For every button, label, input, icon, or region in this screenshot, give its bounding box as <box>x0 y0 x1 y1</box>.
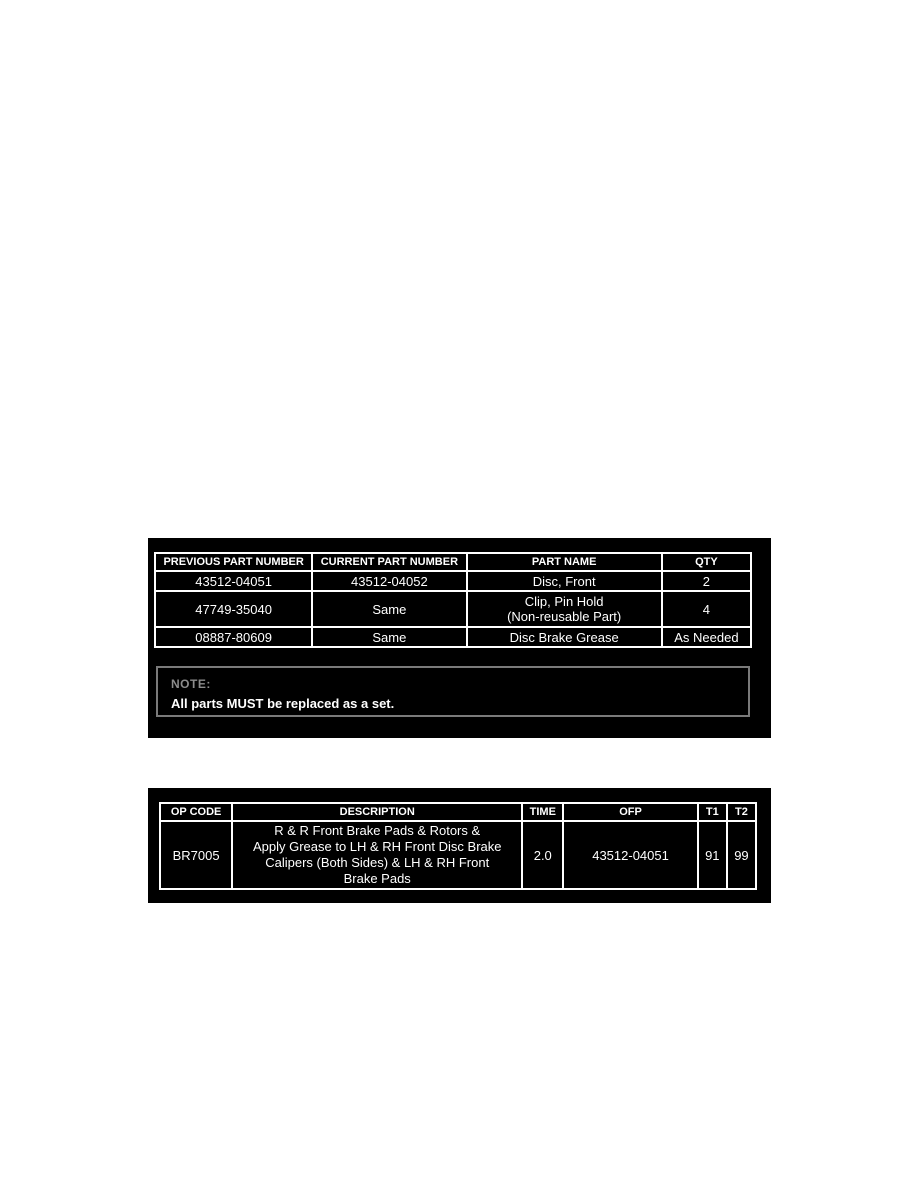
part-name-line-2: (Non-reusable Part) <box>507 609 622 624</box>
description <box>232 821 522 889</box>
description-line-2: Apply Grease to LH & RH Front Disc Brake <box>252 839 502 854</box>
header-previous-part-number: PREVIOUS PART NUMBER <box>155 553 312 571</box>
table-row <box>160 821 756 889</box>
note-label: NOTE: <box>171 677 211 691</box>
labor-header-row <box>160 803 756 821</box>
header-t2: T2 <box>727 803 756 821</box>
description-line-4: Brake Pads <box>343 871 411 886</box>
time: 2.0 <box>522 821 563 889</box>
header-qty: QTY <box>662 553 751 571</box>
previous-part-number: 43512-04051 <box>155 571 312 591</box>
header-description: DESCRIPTION <box>232 803 522 821</box>
description-line-3: Calipers (Both Sides) & LH & RH Front <box>265 855 490 870</box>
part-name-line-1: Clip, Pin Hold <box>524 594 604 609</box>
header-t1: T1 <box>698 803 727 821</box>
header-op-code: OP CODE <box>160 803 232 821</box>
header-current-part-number: CURRENT PART NUMBER <box>312 553 466 571</box>
previous-part-number: 08887-80609 <box>155 627 312 647</box>
ofp: 43512-04051 <box>563 821 697 889</box>
current-part-number: Same <box>312 627 466 647</box>
labor-table <box>159 802 757 890</box>
header-time: TIME <box>522 803 563 821</box>
parts-panel <box>148 538 771 738</box>
current-part-number: Same <box>312 591 466 627</box>
parts-table <box>154 552 752 648</box>
parts-header-row <box>155 553 751 571</box>
header-part-name: PART NAME <box>467 553 662 571</box>
description-line-1: R & R Front Brake Pads & Rotors & <box>274 823 481 838</box>
t1: 91 <box>698 821 727 889</box>
part-name: Disc, Front <box>467 571 662 591</box>
table-row <box>155 591 751 627</box>
qty: As Needed <box>662 627 751 647</box>
qty: 2 <box>662 571 751 591</box>
header-ofp: OFP <box>563 803 697 821</box>
note-text: All parts MUST be replaced as a set. <box>171 696 395 711</box>
t2: 99 <box>727 821 756 889</box>
labor-panel <box>148 788 771 903</box>
qty: 4 <box>662 591 751 627</box>
table-row <box>155 571 751 591</box>
note-box <box>156 666 750 717</box>
current-part-number: 43512-04052 <box>312 571 466 591</box>
table-row <box>155 627 751 647</box>
part-name <box>467 591 662 627</box>
part-name: Disc Brake Grease <box>467 627 662 647</box>
previous-part-number: 47749-35040 <box>155 591 312 627</box>
op-code: BR7005 <box>160 821 232 889</box>
